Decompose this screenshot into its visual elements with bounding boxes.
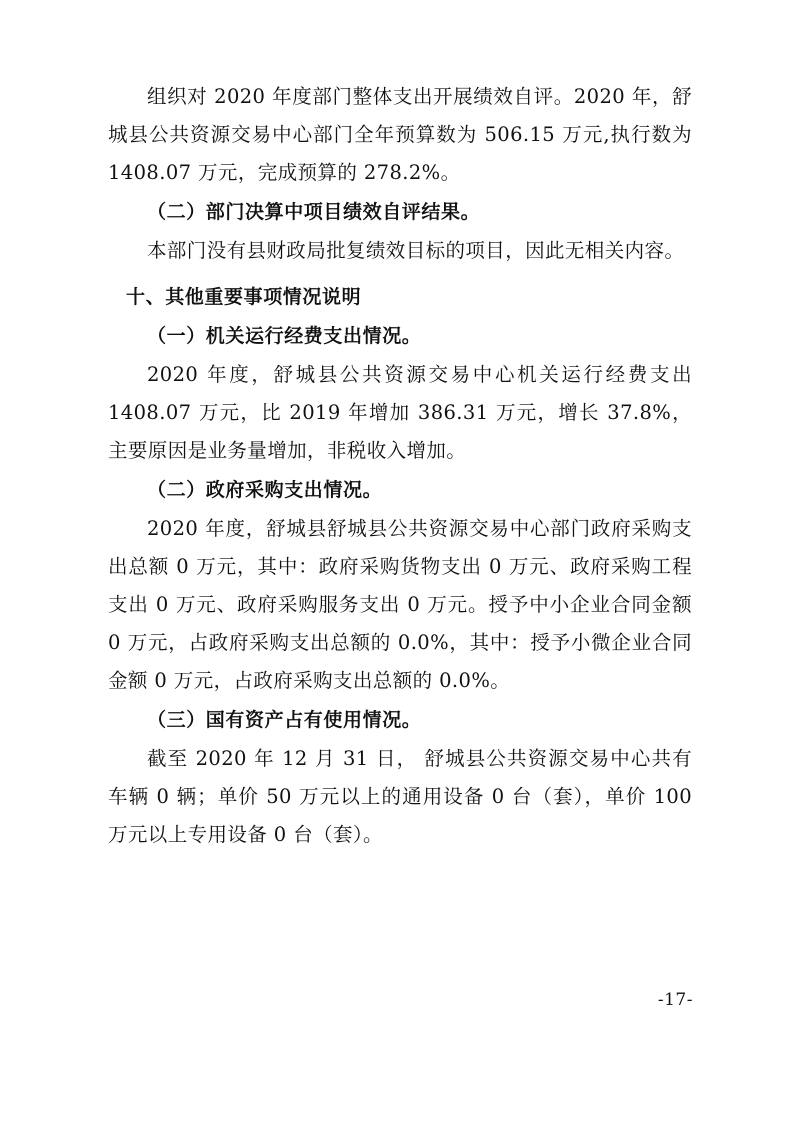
heading-state-assets: （三）国有资产占有使用情况。 [147, 709, 422, 731]
page-number: -17- [657, 990, 693, 1010]
heading-section-10: 十、其他重要事项情况说明 [126, 286, 362, 308]
spacer [108, 271, 692, 277]
paragraph-no-projects: 本部门没有县财政局批复绩效目标的项目，因此无相关内容。 [147, 239, 685, 262]
heading-government-procurement: （二）政府采购支出情况。 [147, 479, 383, 501]
heading-project-evaluation: （二）部门决算中项目绩效自评结果。 [147, 201, 481, 223]
paragraph-state-assets: 截至 2020 年 12 月 31 日， 舒城县公共资源交易中心共有车辆 0 辆；单价 50 万元以上的通用设备 0 台（套），单价 100 万元以上专用设备 0 台（套）。 [108, 747, 692, 846]
heading-operating-expenses: （一）机关运行经费支出情况。 [147, 325, 422, 347]
paragraph-self-evaluation: 组织对 2020 年度部门整体支出开展绩效自评。2020 年，舒城县公共资源交易中心部门全年预算数为 506.15 万元,执行数为 1408.07 万元，完成预算的 278.2%。 [108, 85, 692, 184]
paragraph-operating-expenses: 2020 年度，舒城县公共资源交易中心机关运行经费支出 1408.07 万元，比 2019 年增加 386.31 万元，增长 37.8%，主要原因是业务量增加，非税收入增加。 [108, 363, 692, 462]
paragraph-government-procurement: 2020 年度，舒城县舒城县公共资源交易中心部门政府采购支出总额 0 万元，其中：政府采购货物支出 0 万元、政府采购工程支出 0 万元、政府采购服务支出 0 万元。授予中小企业合同金额 0 万元，占政府采购支出总额的 0.0%，其中：授予小微企业合同金额 0 万元，占政府采购支出总额的 0.0%。 [108, 517, 692, 692]
document-body [108, 78, 692, 855]
